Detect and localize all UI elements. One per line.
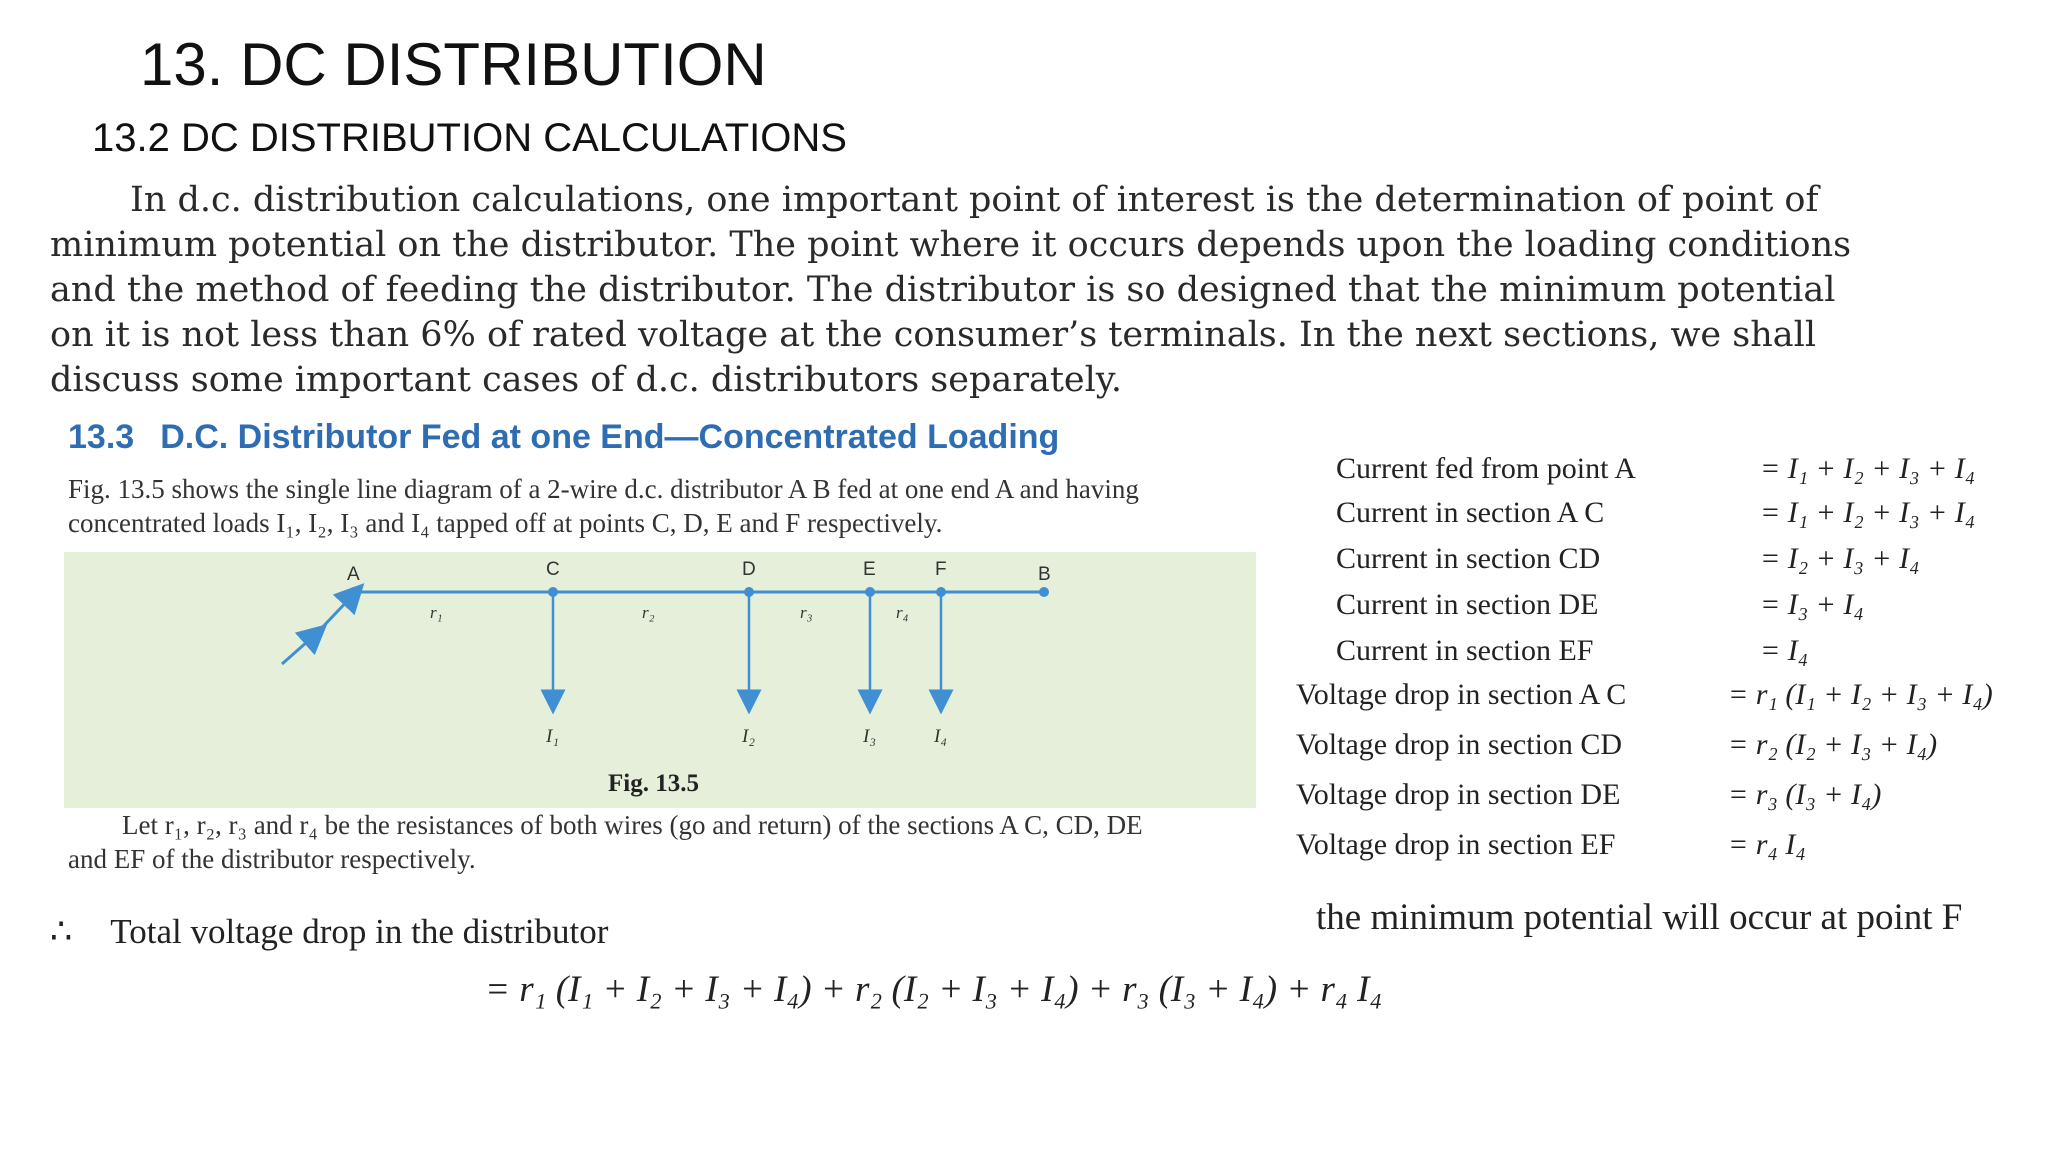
load-label: I₄ [934, 726, 947, 747]
resistance-label: r₄ [896, 603, 909, 622]
description-line: Fig. 13.5 shows the single line diagram of a 2-wire d.c. distributor A B fed at one end A and having [68, 474, 1139, 504]
description-line: concentrated loads I₁, I₂, I₃ and I₄ tapped off at points C, D, E and F respectively. [68, 508, 943, 538]
section-number: 13.3 [68, 418, 135, 456]
point-label: E [863, 559, 876, 580]
intro-line: minimum potential on the distributor. The point where it occurs depends upon the loading conditions [50, 225, 1852, 265]
total-drop-text: Total voltage drop in the distributor [110, 912, 609, 951]
relation-value: = r₃ (I₃ + I₄) [1728, 778, 1882, 811]
resistance-label: r₃ [800, 603, 813, 622]
point-label: B [1038, 564, 1051, 585]
definition-line: and EF of the distributor respectively. [68, 844, 476, 874]
relation-label: Current fed from point A [1336, 452, 1636, 485]
node-a [349, 587, 359, 597]
slide-subtitle: 13.2 DC DISTRIBUTION CALCULATIONS [92, 116, 847, 160]
relation-value: = I₃ + I₄ [1760, 588, 1864, 621]
intro-line: and the method of feeding the distributor. The distributor is so designed that the minimum potential [50, 270, 1836, 310]
intro-line: on it is not less than 6% of rated voltage at the consumer’s terminals. In the next sections, we shall [50, 315, 1817, 355]
feed-arrow [316, 594, 354, 634]
definition-line: Let r₁, r₂, r₃ and r₄ be the resistances of both wires (go and return) of the sections A C, CD, DE [122, 810, 1143, 840]
figure-caption: Fig. 13.5 [608, 770, 699, 797]
point-label: D [742, 559, 756, 580]
relation-value: = r₄ I₄ [1728, 828, 1806, 861]
node-b [1039, 587, 1049, 597]
conclusion-text: the minimum potential will occur at point F [1316, 897, 1963, 938]
section-title: D.C. Distributor Fed at one End—Concentrated Loading [160, 418, 1060, 456]
intro-line: In d.c. distribution calculations, one important point of interest is the determination of point of [130, 180, 1819, 220]
total-drop-equation: = r₁ (I₁ + I₂ + I₃ + I₄) + r₂ (I₂ + I₃ + I₄) + r₃ (I₃ + I₄) + r₄ I₄ [485, 969, 1383, 1010]
section-heading [68, 418, 1059, 457]
therefore-symbol: ∴ [50, 912, 73, 951]
relation-label: Voltage drop in section DE [1296, 778, 1621, 811]
relation-value: = I₁ + I₂ + I₃ + I₄ [1760, 452, 1976, 485]
load-label: I₂ [742, 726, 755, 747]
relation-label: Current in section EF [1336, 634, 1594, 667]
relation-label: Voltage drop in section EF [1296, 828, 1616, 861]
point-label: C [546, 559, 560, 580]
point-label: A [347, 564, 360, 585]
relation-label: Voltage drop in section CD [1296, 728, 1623, 761]
relation-label: Current in section A C [1336, 496, 1605, 529]
resistance-label: r₂ [642, 603, 655, 622]
load-label: I₃ [863, 726, 876, 747]
feed-arrow [282, 634, 316, 664]
point-label: F [935, 559, 947, 580]
figure-description [68, 472, 1139, 540]
intro-paragraph [50, 178, 1880, 403]
relation-value: = r₂ (I₂ + I₃ + I₄) [1728, 728, 1938, 761]
relation-label: Current in section DE [1336, 588, 1599, 621]
resistance-label: r₁ [430, 603, 443, 622]
relation-value: = I₁ + I₂ + I₃ + I₄ [1760, 496, 1976, 529]
total-drop-label [50, 912, 608, 952]
resistance-definition [68, 808, 1143, 876]
relation-label: Voltage drop in section A C [1296, 678, 1627, 711]
intro-line: discuss some important cases of d.c. distributors separately. [50, 360, 1123, 400]
load-label: I₁ [546, 726, 559, 747]
relation-value: = I₂ + I₃ + I₄ [1760, 542, 1920, 575]
slide-title: 13. DC DISTRIBUTION [140, 31, 767, 98]
relation-label: Current in section CD [1336, 542, 1601, 575]
relation-value: = r₁ (I₁ + I₂ + I₃ + I₄) [1728, 678, 1993, 711]
relation-value: = I₄ [1760, 634, 1809, 667]
